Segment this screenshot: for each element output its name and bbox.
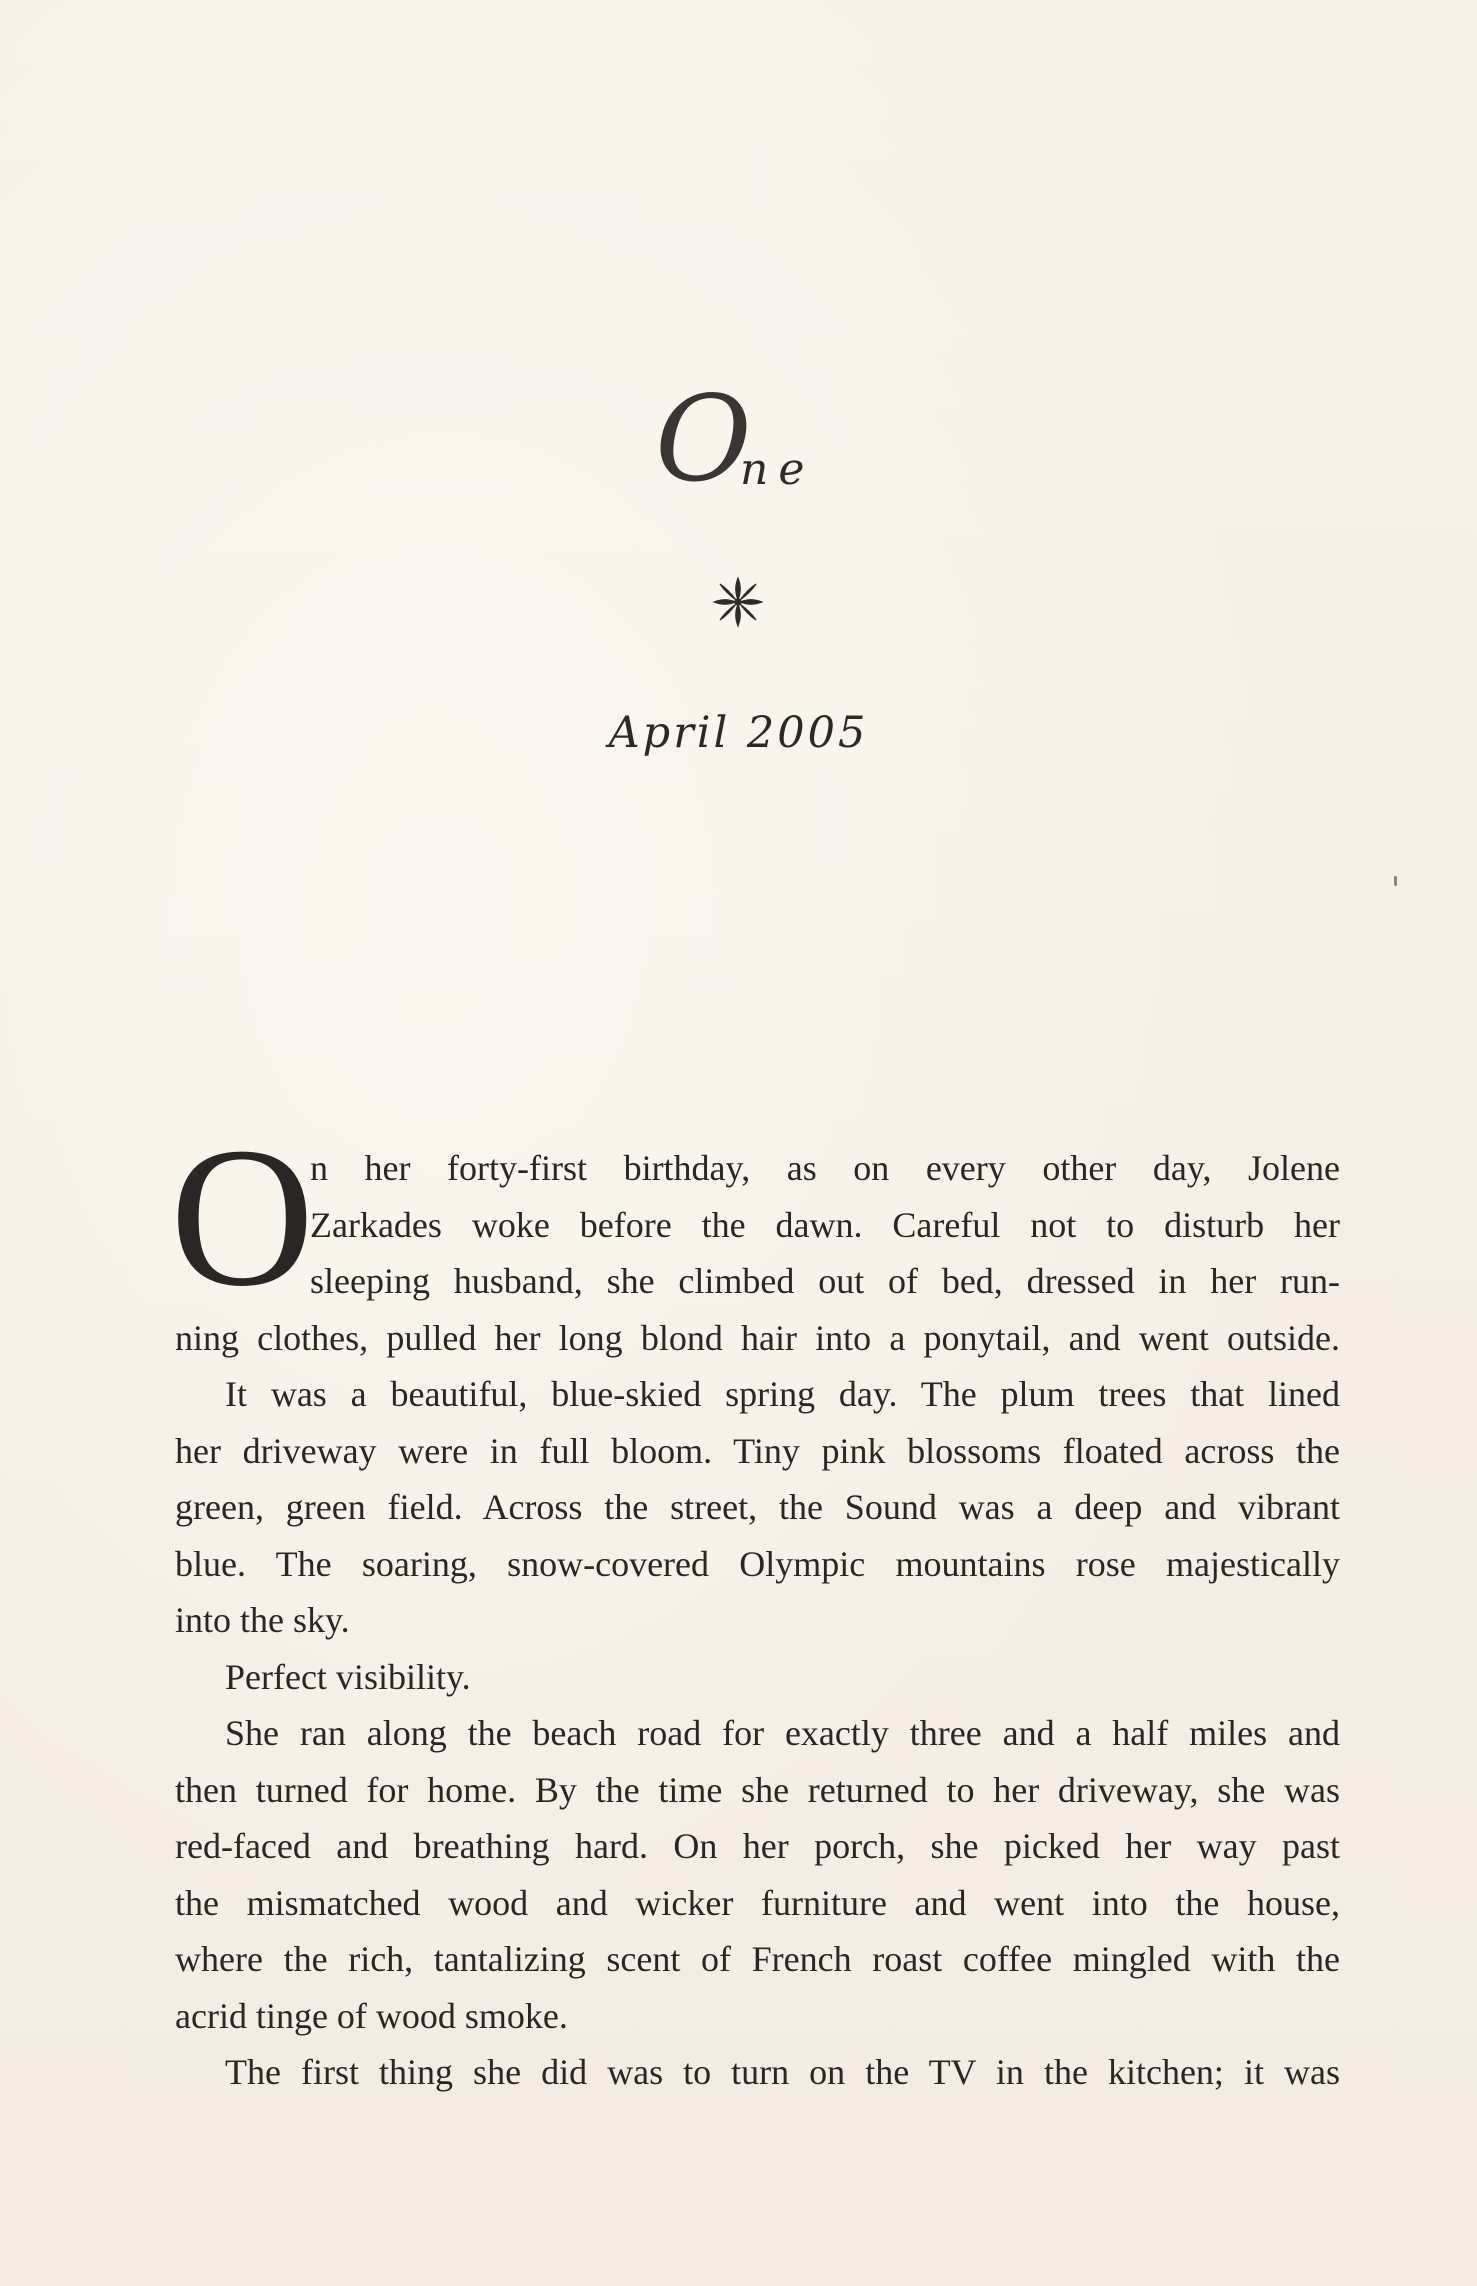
text-line: It was a beautiful, blue-skied spring day. The plum trees that lined xyxy=(225,1374,1340,1414)
text-line: sleeping husband, she climbed out of bed, dressed in her run- xyxy=(310,1261,1340,1301)
text-line: her driveway were in full bloom. Tiny pink blossoms floated across the xyxy=(175,1430,1340,1471)
chapter-title-rest: ne xyxy=(740,444,815,495)
text-line: acrid tinge of wood smoke. xyxy=(175,1995,568,2036)
drop-cap: O xyxy=(170,1107,315,1328)
chapter-body-text xyxy=(175,1140,1340,2101)
chapter-title xyxy=(0,370,1477,510)
text-line: The first thing she did was to turn on the TV in the kitchen; it was xyxy=(225,2052,1340,2092)
text-line: Zarkades woke before the dawn. Careful not to disturb her xyxy=(310,1204,1340,1245)
text-line: into the sky. xyxy=(175,1600,350,1640)
text-line: blue. The soaring, snow-covered Olympic mountains rose majestically xyxy=(175,1543,1340,1584)
text-line: then turned for home. By the time she returned to her driveway, she was xyxy=(175,1769,1340,1810)
fleuron-ornament-icon xyxy=(708,572,768,632)
text-line: red-faced and breathing hard. On her porch, she picked her way past xyxy=(175,1826,1340,1866)
text-line: green, green field. Across the street, the Sound was a deep and vibrant xyxy=(175,1487,1340,1527)
chapter-title-initial: O xyxy=(655,370,752,508)
text-line: She ran along the beach road for exactly three and a half miles and xyxy=(225,1713,1340,1753)
text-line: where the rich, tantalizing scent of French roast coffee mingled with the xyxy=(175,1939,1340,1979)
chapter-date: April 2005 xyxy=(608,708,869,758)
text-line: Perfect visibility. xyxy=(225,1656,471,1697)
text-line: n her forty-first birthday, as on every other day, Jolene xyxy=(310,1148,1340,1188)
text-line: the mismatched wood and wicker furniture and went into the house, xyxy=(175,1882,1340,1923)
margin-speck xyxy=(1394,876,1397,886)
text-line: ning clothes, pulled her long blond hair into a ponytail, and went outside. xyxy=(175,1317,1340,1358)
